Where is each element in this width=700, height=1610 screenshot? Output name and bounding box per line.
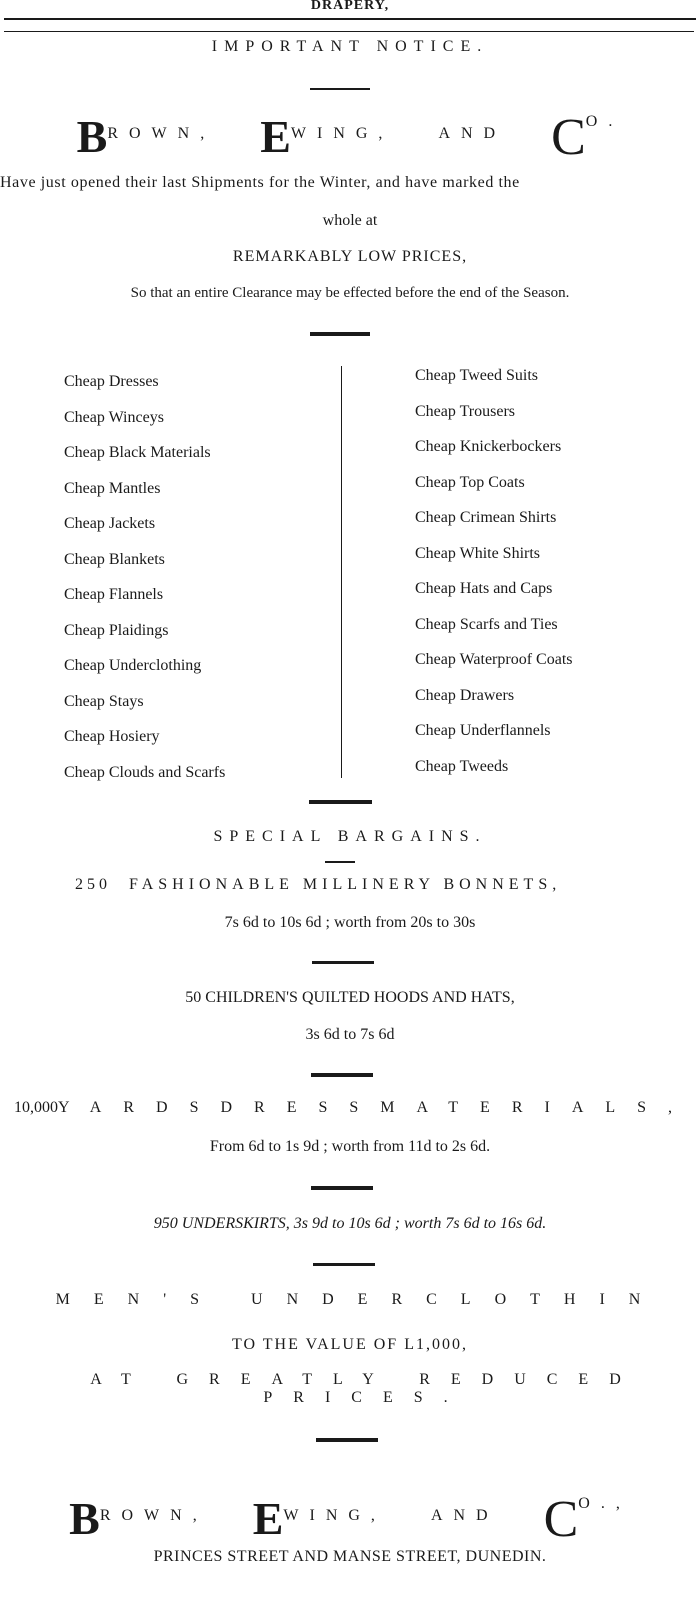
firm-initial-b: B [76, 111, 108, 162]
list-item: Cheap Jackets [64, 515, 156, 532]
bargain-item-3 [14, 1099, 695, 1117]
list-item: Cheap Winceys [64, 408, 164, 426]
firm-initial-e: E [260, 111, 291, 162]
bargains-title: SPECIAL BARGAINS. [213, 828, 487, 845]
list-item: Cheap Top Coats [415, 473, 525, 491]
list-item: Cheap Crimean Shirts [415, 509, 557, 526]
firm-word-and: AND [438, 125, 507, 142]
firm-initial-c: C [543, 1491, 579, 1548]
bargain-3-price: From 6d to 1s 9d ; worth from 11d to 2s 6d. [209, 1138, 491, 1155]
address-line: PRINCES STREET AND MANSE STREET, DUNEDIN. [153, 1548, 547, 1565]
list-item: Cheap Drawers [415, 686, 515, 704]
list-item: Cheap Flannels [64, 586, 164, 603]
list-item: Cheap Black Materials [64, 444, 211, 461]
bargain-1-name: FASHIONABLE MILLINERY BONNETS, [129, 876, 562, 893]
list-item: Cheap Waterproof Coats [415, 651, 573, 668]
intro-line-2: whole at [322, 212, 378, 229]
list-item: Cheap Stays [64, 692, 144, 710]
bargain-1-price: 7s 6d to 10s 6d ; worth from 20s to 30s [224, 914, 476, 931]
header-rule-thin [4, 31, 694, 32]
bargain-1-quantity: 250 [75, 876, 111, 893]
list-item: Cheap Hosiery [64, 728, 160, 745]
list-item: Cheap Tweed Suits [415, 367, 539, 384]
intro-line-3: REMARKABLY LOW PRICES, [232, 248, 468, 265]
list-item: Cheap White Shirts [415, 544, 541, 562]
list-item: Cheap Blankets [64, 550, 165, 568]
list-right [415, 358, 572, 784]
men-line-1: MEN'S UNDERCLOTHIN [55, 1291, 665, 1308]
bargain-divider-2 [311, 1073, 373, 1077]
bargain-3-word-materials: MATERIALS, [380, 1099, 695, 1116]
firm-name-bottom [0, 1490, 700, 1549]
list-item: Cheap Underflannels [415, 722, 551, 739]
intro-divider [310, 332, 370, 336]
list-divider [309, 800, 372, 804]
bargain-2-price: 3s 6d to 7s 6d [305, 1026, 395, 1043]
firm-initial-e: E [252, 1493, 284, 1544]
men-line-3: AT GREATLY REDUCED PRICES. [90, 1371, 642, 1406]
list-item: Cheap Mantles [64, 479, 161, 497]
bargain-divider-3 [311, 1186, 373, 1190]
firm-word-wing: WING, [290, 125, 394, 142]
firm-word-o: O. [585, 113, 624, 130]
list-item: Cheap Dresses [64, 373, 159, 390]
list-item: Cheap Scarfs and Ties [415, 615, 558, 633]
notice-divider [310, 88, 370, 90]
bargain-divider-4 [313, 1263, 375, 1266]
firm-word-rown: ROWN, [107, 125, 216, 142]
firm-name-top [0, 108, 700, 167]
list-item: Cheap Hats and Caps [415, 580, 553, 597]
column-divider [341, 366, 342, 778]
bargain-item-1 [75, 876, 620, 894]
list-item: Cheap Underclothing [64, 657, 202, 674]
intro-line-4: So that an entire Clearance may be effected before the end of the Season. [130, 285, 570, 301]
firm-word-rown: ROWN, [99, 1507, 208, 1524]
bargain-3-quantity: 10,000 [14, 1099, 58, 1116]
list-item: Cheap Tweeds [415, 757, 509, 775]
bargain-item-4: 950 UNDERSKIRTS, 3s 9d to 10s 6d ; worth 7s 6d to 16s 6d. [153, 1215, 547, 1232]
intro-line-1: Have just opened their last Shipments for the Winter, and have marked the [0, 174, 520, 191]
bargain-3-word-dress: DRESS [220, 1099, 381, 1116]
bargain-3-word-yards: YARDS [58, 1099, 221, 1116]
bargain-divider-1 [312, 961, 374, 964]
bargain-divider-5 [316, 1438, 378, 1442]
firm-initial-b: B [69, 1493, 100, 1544]
list-item: Cheap Clouds and Scarfs [64, 763, 226, 781]
header-rule [4, 18, 696, 20]
firm-word-wing: WING, [283, 1507, 386, 1524]
list-item: Cheap Trousers [415, 402, 516, 420]
men-line-2: TO THE VALUE OF L1,000, [232, 1336, 468, 1353]
list-item: Cheap Knickerbockers [415, 438, 562, 455]
list-left [64, 364, 225, 790]
notice-title: IMPORTANT NOTICE. [211, 38, 489, 55]
list-item: Cheap Plaidings [64, 621, 169, 639]
firm-initial-c: C [551, 109, 586, 166]
firm-word-o: O., [578, 1495, 631, 1512]
firm-word-and: AND [430, 1507, 499, 1524]
section-heading: DRAPERY, [310, 0, 390, 13]
bargains-divider [325, 861, 355, 863]
bargain-item-2: 50 CHILDREN'S QUILTED HOODS AND HATS, [185, 989, 515, 1006]
